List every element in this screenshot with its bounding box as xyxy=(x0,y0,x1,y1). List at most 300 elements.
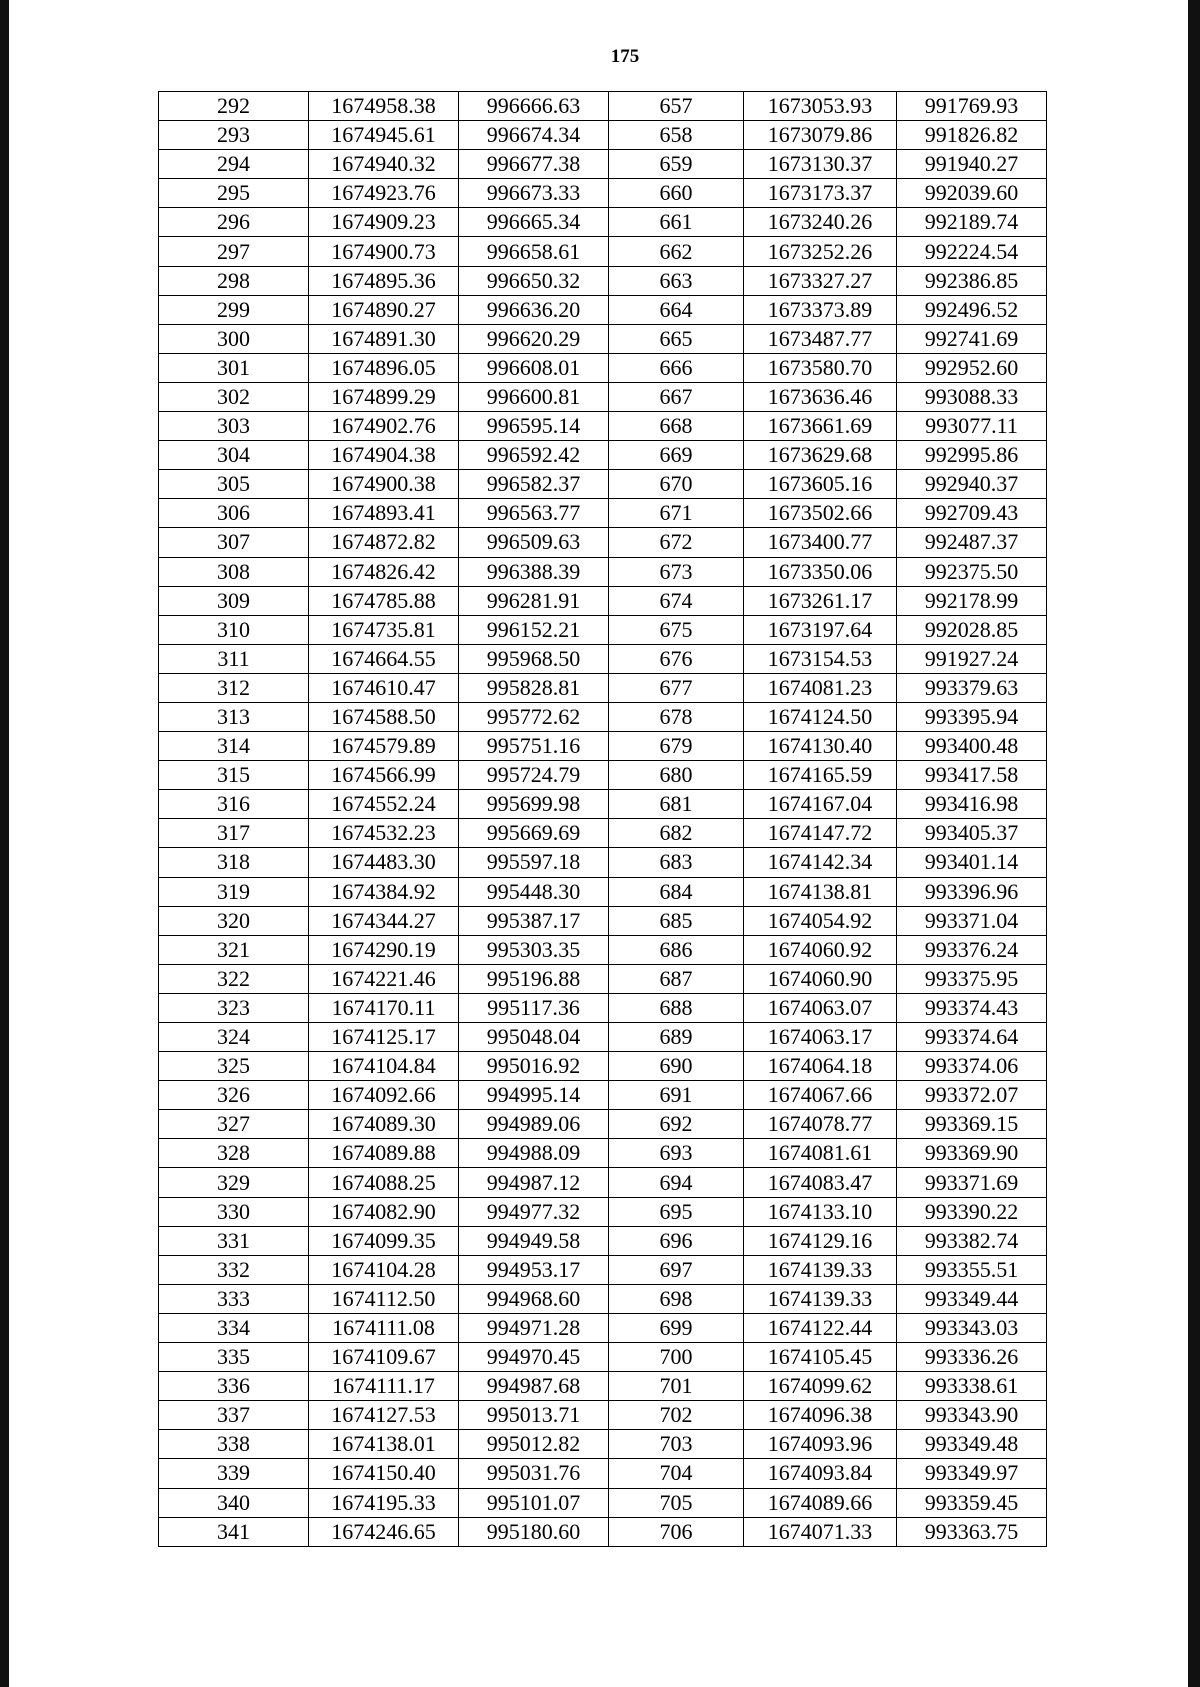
point-id-left: 336 xyxy=(159,1372,309,1401)
y-coordinate-left: 995699.98 xyxy=(459,790,609,819)
y-coordinate-right: 993343.90 xyxy=(897,1401,1047,1430)
table-row xyxy=(159,1459,1047,1488)
y-coordinate-left: 995016.92 xyxy=(459,1052,609,1081)
x-coordinate-left: 1674579.89 xyxy=(309,732,459,761)
table-row xyxy=(159,673,1047,702)
point-id-left: 319 xyxy=(159,877,309,906)
x-coordinate-right: 1673502.66 xyxy=(744,499,897,528)
x-coordinate-left: 1674483.30 xyxy=(309,848,459,877)
point-id-right: 657 xyxy=(609,92,744,121)
y-coordinate-right: 993416.98 xyxy=(897,790,1047,819)
x-coordinate-left: 1674112.50 xyxy=(309,1284,459,1313)
y-coordinate-left: 995828.81 xyxy=(459,673,609,702)
x-coordinate-left: 1674290.19 xyxy=(309,935,459,964)
table-row xyxy=(159,1284,1047,1313)
point-id-left: 317 xyxy=(159,819,309,848)
y-coordinate-right: 991940.27 xyxy=(897,150,1047,179)
x-coordinate-right: 1674067.66 xyxy=(744,1081,897,1110)
point-id-right: 690 xyxy=(609,1052,744,1081)
y-coordinate-right: 992189.74 xyxy=(897,208,1047,237)
x-coordinate-right: 1674081.61 xyxy=(744,1139,897,1168)
point-id-left: 331 xyxy=(159,1226,309,1255)
x-coordinate-right: 1673173.37 xyxy=(744,179,897,208)
table-row xyxy=(159,1430,1047,1459)
table-row xyxy=(159,266,1047,295)
table-row xyxy=(159,1343,1047,1372)
point-id-right: 697 xyxy=(609,1255,744,1284)
x-coordinate-left: 1674902.76 xyxy=(309,412,459,441)
table-row xyxy=(159,906,1047,935)
table-row xyxy=(159,935,1047,964)
point-id-right: 699 xyxy=(609,1313,744,1342)
x-coordinate-left: 1674109.67 xyxy=(309,1343,459,1372)
x-coordinate-right: 1674129.16 xyxy=(744,1226,897,1255)
x-coordinate-left: 1674089.88 xyxy=(309,1139,459,1168)
y-coordinate-left: 994987.12 xyxy=(459,1168,609,1197)
x-coordinate-left: 1674099.35 xyxy=(309,1226,459,1255)
x-coordinate-right: 1674105.45 xyxy=(744,1343,897,1372)
point-id-right: 681 xyxy=(609,790,744,819)
x-coordinate-left: 1674958.38 xyxy=(309,92,459,121)
table-row xyxy=(159,499,1047,528)
x-coordinate-left: 1674246.65 xyxy=(309,1517,459,1546)
point-id-right: 661 xyxy=(609,208,744,237)
point-id-left: 326 xyxy=(159,1081,309,1110)
point-id-left: 338 xyxy=(159,1430,309,1459)
x-coordinate-right: 1674122.44 xyxy=(744,1313,897,1342)
y-coordinate-left: 995724.79 xyxy=(459,761,609,790)
x-coordinate-left: 1674089.30 xyxy=(309,1110,459,1139)
x-coordinate-left: 1674092.66 xyxy=(309,1081,459,1110)
y-coordinate-right: 993417.58 xyxy=(897,761,1047,790)
x-coordinate-right: 1673252.26 xyxy=(744,237,897,266)
point-id-right: 669 xyxy=(609,441,744,470)
table-row xyxy=(159,353,1047,382)
x-coordinate-right: 1673400.77 xyxy=(744,528,897,557)
point-id-right: 676 xyxy=(609,644,744,673)
point-id-left: 335 xyxy=(159,1343,309,1372)
y-coordinate-right: 993088.33 xyxy=(897,382,1047,411)
point-id-right: 698 xyxy=(609,1284,744,1313)
x-coordinate-left: 1674891.30 xyxy=(309,324,459,353)
x-coordinate-right: 1674060.90 xyxy=(744,964,897,993)
y-coordinate-left: 996152.21 xyxy=(459,615,609,644)
y-coordinate-right: 993343.03 xyxy=(897,1313,1047,1342)
point-id-right: 659 xyxy=(609,150,744,179)
point-id-right: 662 xyxy=(609,237,744,266)
point-id-right: 700 xyxy=(609,1343,744,1372)
y-coordinate-left: 996658.61 xyxy=(459,237,609,266)
y-coordinate-right: 993400.48 xyxy=(897,732,1047,761)
point-id-right: 684 xyxy=(609,877,744,906)
x-coordinate-left: 1674872.82 xyxy=(309,528,459,557)
y-coordinate-left: 995968.50 xyxy=(459,644,609,673)
point-id-left: 292 xyxy=(159,92,309,121)
x-coordinate-left: 1674221.46 xyxy=(309,964,459,993)
y-coordinate-right: 993369.90 xyxy=(897,1139,1047,1168)
x-coordinate-left: 1674735.81 xyxy=(309,615,459,644)
y-coordinate-right: 991826.82 xyxy=(897,121,1047,150)
x-coordinate-right: 1673197.64 xyxy=(744,615,897,644)
x-coordinate-left: 1674610.47 xyxy=(309,673,459,702)
x-coordinate-right: 1673605.16 xyxy=(744,470,897,499)
y-coordinate-right: 993371.69 xyxy=(897,1168,1047,1197)
y-coordinate-right: 992178.99 xyxy=(897,586,1047,615)
table-row xyxy=(159,1110,1047,1139)
x-coordinate-left: 1674785.88 xyxy=(309,586,459,615)
x-coordinate-right: 1673580.70 xyxy=(744,353,897,382)
point-id-left: 313 xyxy=(159,702,309,731)
point-id-left: 316 xyxy=(159,790,309,819)
y-coordinate-right: 993363.75 xyxy=(897,1517,1047,1546)
point-id-left: 314 xyxy=(159,732,309,761)
y-coordinate-right: 993369.15 xyxy=(897,1110,1047,1139)
point-id-left: 315 xyxy=(159,761,309,790)
x-coordinate-left: 1674904.38 xyxy=(309,441,459,470)
point-id-left: 301 xyxy=(159,353,309,382)
y-coordinate-left: 996563.77 xyxy=(459,499,609,528)
table-row xyxy=(159,557,1047,586)
y-coordinate-left: 996636.20 xyxy=(459,295,609,324)
table-row xyxy=(159,470,1047,499)
table-row xyxy=(159,993,1047,1022)
table-row xyxy=(159,1401,1047,1430)
x-coordinate-left: 1674127.53 xyxy=(309,1401,459,1430)
y-coordinate-left: 996608.01 xyxy=(459,353,609,382)
table-row xyxy=(159,848,1047,877)
x-coordinate-right: 1674071.33 xyxy=(744,1517,897,1546)
x-coordinate-left: 1674195.33 xyxy=(309,1488,459,1517)
y-coordinate-left: 995031.76 xyxy=(459,1459,609,1488)
y-coordinate-right: 993355.51 xyxy=(897,1255,1047,1284)
y-coordinate-right: 991927.24 xyxy=(897,644,1047,673)
point-id-left: 328 xyxy=(159,1139,309,1168)
point-id-left: 308 xyxy=(159,557,309,586)
y-coordinate-right: 993336.26 xyxy=(897,1343,1047,1372)
y-coordinate-right: 992995.86 xyxy=(897,441,1047,470)
y-coordinate-right: 993374.06 xyxy=(897,1052,1047,1081)
point-id-left: 302 xyxy=(159,382,309,411)
y-coordinate-left: 996666.63 xyxy=(459,92,609,121)
y-coordinate-right: 993349.97 xyxy=(897,1459,1047,1488)
x-coordinate-left: 1674125.17 xyxy=(309,1023,459,1052)
point-id-right: 680 xyxy=(609,761,744,790)
table-row xyxy=(159,702,1047,731)
y-coordinate-right: 992375.50 xyxy=(897,557,1047,586)
point-id-left: 333 xyxy=(159,1284,309,1313)
y-coordinate-left: 996677.38 xyxy=(459,150,609,179)
y-coordinate-right: 992039.60 xyxy=(897,179,1047,208)
y-coordinate-left: 996509.63 xyxy=(459,528,609,557)
y-coordinate-left: 995117.36 xyxy=(459,993,609,1022)
point-id-left: 321 xyxy=(159,935,309,964)
y-coordinate-left: 995597.18 xyxy=(459,848,609,877)
point-id-left: 330 xyxy=(159,1197,309,1226)
y-coordinate-left: 995751.16 xyxy=(459,732,609,761)
point-id-left: 329 xyxy=(159,1168,309,1197)
y-coordinate-left: 995013.71 xyxy=(459,1401,609,1430)
x-coordinate-right: 1673350.06 xyxy=(744,557,897,586)
table-row xyxy=(159,1226,1047,1255)
point-id-left: 341 xyxy=(159,1517,309,1546)
table-row xyxy=(159,1517,1047,1546)
point-id-right: 673 xyxy=(609,557,744,586)
y-coordinate-right: 993374.43 xyxy=(897,993,1047,1022)
x-coordinate-right: 1674054.92 xyxy=(744,906,897,935)
point-id-left: 296 xyxy=(159,208,309,237)
y-coordinate-right: 993372.07 xyxy=(897,1081,1047,1110)
table-row xyxy=(159,1372,1047,1401)
table-row xyxy=(159,964,1047,993)
y-coordinate-right: 992028.85 xyxy=(897,615,1047,644)
y-coordinate-left: 994968.60 xyxy=(459,1284,609,1313)
table-row xyxy=(159,1139,1047,1168)
x-coordinate-right: 1674063.17 xyxy=(744,1023,897,1052)
point-id-left: 307 xyxy=(159,528,309,557)
y-coordinate-right: 993376.24 xyxy=(897,935,1047,964)
y-coordinate-right: 992386.85 xyxy=(897,266,1047,295)
x-coordinate-right: 1674124.50 xyxy=(744,702,897,731)
point-id-left: 299 xyxy=(159,295,309,324)
x-coordinate-right: 1674081.23 xyxy=(744,673,897,702)
point-id-left: 300 xyxy=(159,324,309,353)
y-coordinate-left: 996673.33 xyxy=(459,179,609,208)
table-row xyxy=(159,877,1047,906)
point-id-right: 663 xyxy=(609,266,744,295)
point-id-left: 305 xyxy=(159,470,309,499)
point-id-right: 701 xyxy=(609,1372,744,1401)
x-coordinate-right: 1673130.37 xyxy=(744,150,897,179)
y-coordinate-right: 993390.22 xyxy=(897,1197,1047,1226)
y-coordinate-left: 996592.42 xyxy=(459,441,609,470)
point-id-left: 318 xyxy=(159,848,309,877)
table-row xyxy=(159,615,1047,644)
x-coordinate-right: 1673373.89 xyxy=(744,295,897,324)
y-coordinate-left: 995196.88 xyxy=(459,964,609,993)
x-coordinate-right: 1674060.92 xyxy=(744,935,897,964)
table-row xyxy=(159,295,1047,324)
point-id-right: 703 xyxy=(609,1430,744,1459)
x-coordinate-left: 1674150.40 xyxy=(309,1459,459,1488)
point-id-left: 312 xyxy=(159,673,309,702)
x-coordinate-left: 1674566.99 xyxy=(309,761,459,790)
x-coordinate-right: 1674099.62 xyxy=(744,1372,897,1401)
point-id-right: 668 xyxy=(609,412,744,441)
point-id-right: 702 xyxy=(609,1401,744,1430)
point-id-right: 706 xyxy=(609,1517,744,1546)
x-coordinate-left: 1674552.24 xyxy=(309,790,459,819)
table-row xyxy=(159,237,1047,266)
x-coordinate-right: 1674133.10 xyxy=(744,1197,897,1226)
y-coordinate-left: 996665.34 xyxy=(459,208,609,237)
x-coordinate-left: 1674111.17 xyxy=(309,1372,459,1401)
x-coordinate-left: 1674940.32 xyxy=(309,150,459,179)
x-coordinate-right: 1674165.59 xyxy=(744,761,897,790)
table-row xyxy=(159,412,1047,441)
x-coordinate-right: 1674096.38 xyxy=(744,1401,897,1430)
y-coordinate-right: 993375.95 xyxy=(897,964,1047,993)
table-row xyxy=(159,324,1047,353)
point-id-right: 688 xyxy=(609,993,744,1022)
coordinates-table xyxy=(158,91,1047,1547)
point-id-right: 679 xyxy=(609,732,744,761)
x-coordinate-right: 1673487.77 xyxy=(744,324,897,353)
point-id-right: 694 xyxy=(609,1168,744,1197)
y-coordinate-right: 993401.14 xyxy=(897,848,1047,877)
point-id-left: 322 xyxy=(159,964,309,993)
x-coordinate-left: 1674900.73 xyxy=(309,237,459,266)
x-coordinate-left: 1674923.76 xyxy=(309,179,459,208)
x-coordinate-right: 1673240.26 xyxy=(744,208,897,237)
scan-edge-right xyxy=(1188,0,1200,1687)
table-row xyxy=(159,819,1047,848)
y-coordinate-right: 992224.54 xyxy=(897,237,1047,266)
point-id-left: 294 xyxy=(159,150,309,179)
point-id-right: 671 xyxy=(609,499,744,528)
y-coordinate-left: 995772.62 xyxy=(459,702,609,731)
point-id-left: 309 xyxy=(159,586,309,615)
x-coordinate-left: 1674895.36 xyxy=(309,266,459,295)
x-coordinate-left: 1674909.23 xyxy=(309,208,459,237)
y-coordinate-right: 992496.52 xyxy=(897,295,1047,324)
y-coordinate-left: 994949.58 xyxy=(459,1226,609,1255)
x-coordinate-left: 1674344.27 xyxy=(309,906,459,935)
point-id-right: 696 xyxy=(609,1226,744,1255)
y-coordinate-left: 994995.14 xyxy=(459,1081,609,1110)
x-coordinate-right: 1674139.33 xyxy=(744,1284,897,1313)
x-coordinate-left: 1674111.08 xyxy=(309,1313,459,1342)
point-id-right: 683 xyxy=(609,848,744,877)
y-coordinate-left: 995669.69 xyxy=(459,819,609,848)
x-coordinate-left: 1674900.38 xyxy=(309,470,459,499)
y-coordinate-right: 992741.69 xyxy=(897,324,1047,353)
y-coordinate-left: 996388.39 xyxy=(459,557,609,586)
x-coordinate-right: 1674083.47 xyxy=(744,1168,897,1197)
table-row xyxy=(159,179,1047,208)
table-row xyxy=(159,1023,1047,1052)
x-coordinate-right: 1673629.68 xyxy=(744,441,897,470)
y-coordinate-left: 996650.32 xyxy=(459,266,609,295)
y-coordinate-right: 993077.11 xyxy=(897,412,1047,441)
point-id-left: 340 xyxy=(159,1488,309,1517)
y-coordinate-left: 995448.30 xyxy=(459,877,609,906)
y-coordinate-right: 993379.63 xyxy=(897,673,1047,702)
table-row xyxy=(159,382,1047,411)
y-coordinate-right: 993374.64 xyxy=(897,1023,1047,1052)
x-coordinate-right: 1673661.69 xyxy=(744,412,897,441)
x-coordinate-left: 1674384.92 xyxy=(309,877,459,906)
y-coordinate-right: 992952.60 xyxy=(897,353,1047,382)
x-coordinate-right: 1673636.46 xyxy=(744,382,897,411)
y-coordinate-right: 993395.94 xyxy=(897,702,1047,731)
y-coordinate-left: 994987.68 xyxy=(459,1372,609,1401)
y-coordinate-left: 994971.28 xyxy=(459,1313,609,1342)
table-row xyxy=(159,1255,1047,1284)
point-id-left: 303 xyxy=(159,412,309,441)
x-coordinate-right: 1674167.04 xyxy=(744,790,897,819)
coordinates-table-body xyxy=(159,92,1047,1547)
y-coordinate-right: 993359.45 xyxy=(897,1488,1047,1517)
x-coordinate-left: 1674170.11 xyxy=(309,993,459,1022)
y-coordinate-right: 992487.37 xyxy=(897,528,1047,557)
point-id-right: 665 xyxy=(609,324,744,353)
table-row xyxy=(159,644,1047,673)
x-coordinate-left: 1674588.50 xyxy=(309,702,459,731)
table-row xyxy=(159,1313,1047,1342)
x-coordinate-right: 1674142.34 xyxy=(744,848,897,877)
x-coordinate-left: 1674664.55 xyxy=(309,644,459,673)
x-coordinate-left: 1674138.01 xyxy=(309,1430,459,1459)
table-row xyxy=(159,441,1047,470)
point-id-left: 293 xyxy=(159,121,309,150)
y-coordinate-right: 993371.04 xyxy=(897,906,1047,935)
point-id-left: 327 xyxy=(159,1110,309,1139)
table-row xyxy=(159,761,1047,790)
x-coordinate-right: 1674130.40 xyxy=(744,732,897,761)
x-coordinate-left: 1674945.61 xyxy=(309,121,459,150)
point-id-right: 675 xyxy=(609,615,744,644)
point-id-right: 674 xyxy=(609,586,744,615)
point-id-right: 672 xyxy=(609,528,744,557)
x-coordinate-left: 1674893.41 xyxy=(309,499,459,528)
point-id-left: 306 xyxy=(159,499,309,528)
y-coordinate-left: 996595.14 xyxy=(459,412,609,441)
table-row xyxy=(159,732,1047,761)
point-id-left: 332 xyxy=(159,1255,309,1284)
table-row xyxy=(159,586,1047,615)
x-coordinate-right: 1673079.86 xyxy=(744,121,897,150)
y-coordinate-left: 995387.17 xyxy=(459,906,609,935)
y-coordinate-left: 996600.81 xyxy=(459,382,609,411)
x-coordinate-left: 1674826.42 xyxy=(309,557,459,586)
x-coordinate-right: 1673327.27 xyxy=(744,266,897,295)
y-coordinate-right: 993382.74 xyxy=(897,1226,1047,1255)
y-coordinate-right: 991769.93 xyxy=(897,92,1047,121)
y-coordinate-left: 994970.45 xyxy=(459,1343,609,1372)
table-row xyxy=(159,1168,1047,1197)
x-coordinate-right: 1673053.93 xyxy=(744,92,897,121)
y-coordinate-right: 992940.37 xyxy=(897,470,1047,499)
point-id-left: 325 xyxy=(159,1052,309,1081)
point-id-left: 323 xyxy=(159,993,309,1022)
x-coordinate-left: 1674088.25 xyxy=(309,1168,459,1197)
point-id-right: 695 xyxy=(609,1197,744,1226)
y-coordinate-left: 994977.32 xyxy=(459,1197,609,1226)
point-id-right: 685 xyxy=(609,906,744,935)
table-row xyxy=(159,1488,1047,1517)
table-row xyxy=(159,528,1047,557)
y-coordinate-right: 993338.61 xyxy=(897,1372,1047,1401)
x-coordinate-right: 1674138.81 xyxy=(744,877,897,906)
point-id-right: 691 xyxy=(609,1081,744,1110)
y-coordinate-left: 996674.34 xyxy=(459,121,609,150)
point-id-left: 311 xyxy=(159,644,309,673)
table-row xyxy=(159,1052,1047,1081)
y-coordinate-right: 993396.96 xyxy=(897,877,1047,906)
point-id-right: 693 xyxy=(609,1139,744,1168)
point-id-right: 687 xyxy=(609,964,744,993)
point-id-right: 692 xyxy=(609,1110,744,1139)
point-id-right: 689 xyxy=(609,1023,744,1052)
x-coordinate-right: 1674147.72 xyxy=(744,819,897,848)
y-coordinate-left: 994988.09 xyxy=(459,1139,609,1168)
x-coordinate-right: 1674064.18 xyxy=(744,1052,897,1081)
point-id-left: 339 xyxy=(159,1459,309,1488)
point-id-left: 295 xyxy=(159,179,309,208)
point-id-left: 324 xyxy=(159,1023,309,1052)
y-coordinate-left: 995303.35 xyxy=(459,935,609,964)
point-id-left: 334 xyxy=(159,1313,309,1342)
